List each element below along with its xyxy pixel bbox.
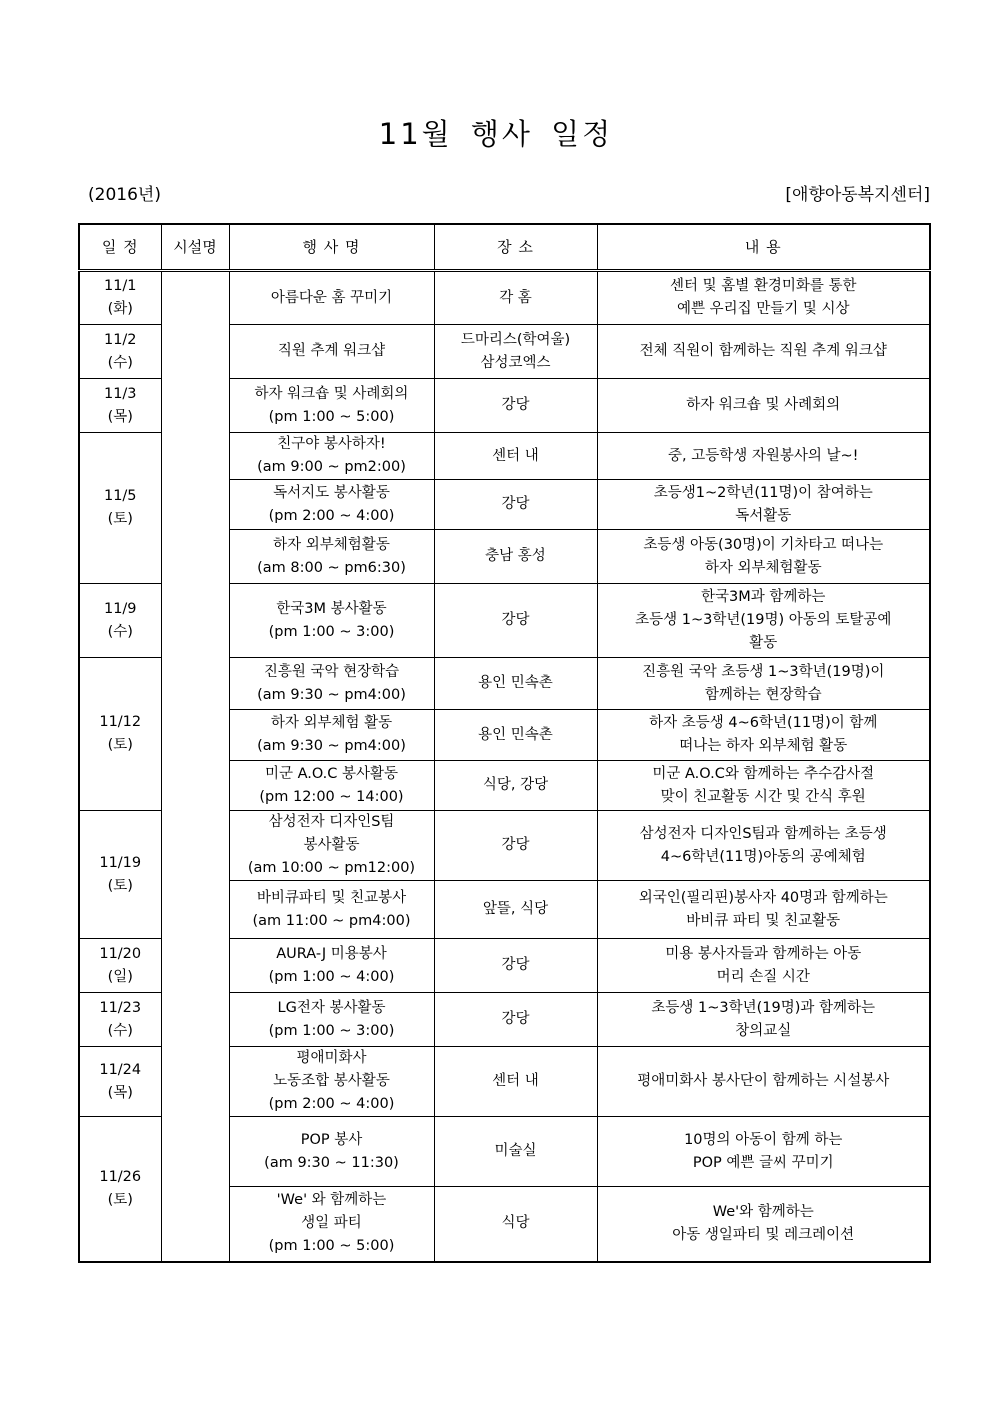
description-cell xyxy=(597,811,930,881)
event-name-line: (am 9:30 ~ 11:30) xyxy=(264,1154,399,1171)
description-line: 하자 워크숍 및 사례회의 xyxy=(686,397,841,413)
description-cell xyxy=(597,761,930,811)
place-line: 강당 xyxy=(501,957,530,973)
event-name-line: (am 9:30 ~ pm4:00) xyxy=(257,738,406,754)
description-line: 창의교실 xyxy=(735,1022,792,1039)
description-line: 초등생 1~3학년(19명) 아동의 토탈공예 xyxy=(635,612,892,628)
description-cell xyxy=(597,939,930,993)
place-line: 용인 민속촌 xyxy=(478,675,553,691)
description-line: 아동 생일파티 및 레크레이션 xyxy=(672,1226,855,1243)
description-cell xyxy=(597,325,930,379)
place-cell xyxy=(434,271,597,325)
page-title: 11월 행사 일정 xyxy=(378,117,614,151)
event-name-line: 노동조합 봉사활동 xyxy=(273,1073,390,1089)
event-name-line: (pm 1:00 ~ 3:00) xyxy=(268,623,395,640)
event-name-line: (pm 1:00 ~ 4:00) xyxy=(268,968,395,985)
event-name-cell xyxy=(229,881,434,939)
header-event-name: 행 사 명 xyxy=(229,224,434,271)
event-name-line: (pm 1:00 ~ 5:00) xyxy=(268,1238,395,1255)
description-line: We'와 함께하는 xyxy=(712,1203,814,1220)
description-line: 예쁜 우리집 만들기 및 시상 xyxy=(676,301,850,317)
place-line: 강당 xyxy=(501,397,530,413)
date-line: 11/9 xyxy=(103,600,137,617)
place-cell xyxy=(434,1117,597,1187)
event-name-line: 하자 외부체험활동 xyxy=(273,536,390,553)
description-line: 떠나는 하자 외부체험 활동 xyxy=(679,738,848,754)
date-line: (토) xyxy=(107,511,133,527)
date-line: (목) xyxy=(107,408,133,425)
date-cell xyxy=(79,379,161,433)
description-cell xyxy=(597,530,930,584)
description-line: 진흥원 국악 초등생 1~3학년(19명)이 xyxy=(642,663,885,680)
date-cell xyxy=(79,584,161,658)
event-name-line: 삼성전자 디자인S팀 xyxy=(268,814,395,830)
event-name-line: 하자 외부체험 활동 xyxy=(270,715,393,731)
place-cell xyxy=(434,761,597,811)
event-name-line: 친구야 봉사하자! xyxy=(277,436,386,452)
place-cell xyxy=(434,379,597,433)
description-cell xyxy=(597,379,930,433)
date-line: (수) xyxy=(107,623,133,640)
description-cell xyxy=(597,1187,930,1262)
event-name-line: (pm 1:00 ~ 5:00) xyxy=(268,408,395,425)
description-cell xyxy=(597,658,930,710)
date-cell xyxy=(79,993,161,1047)
place-cell xyxy=(434,530,597,584)
event-name-cell xyxy=(229,480,434,530)
date-line: 11/23 xyxy=(99,999,142,1016)
description-cell xyxy=(597,1117,930,1187)
event-name-line: (pm 2:00 ~ 4:00) xyxy=(268,507,395,524)
event-name-line: POP 봉사 xyxy=(300,1131,363,1148)
place-cell xyxy=(434,433,597,480)
place-line: 강당 xyxy=(501,837,530,853)
description-line: 초등생1~2학년(11명)이 참여하는 xyxy=(653,484,873,501)
event-name-line: (am 10:00 ~ pm12:00) xyxy=(247,860,416,876)
description-cell xyxy=(597,710,930,761)
date-cell xyxy=(79,433,161,584)
description-line: 외국인(필리핀)봉사자 40명과 함께하는 xyxy=(638,889,888,906)
description-line: 한국3M과 함께하는 xyxy=(701,589,826,605)
header-description: 내 용 xyxy=(597,224,930,271)
date-line: 11/26 xyxy=(99,1168,142,1185)
event-name-line: LG전자 봉사활동 xyxy=(277,999,386,1016)
place-cell xyxy=(434,939,597,993)
date-line: 11/19 xyxy=(99,854,142,871)
place-line: 삼성코엑스 xyxy=(480,354,551,371)
place-line: 드마리스(학여울) xyxy=(460,331,571,348)
event-name-cell xyxy=(229,271,434,325)
event-name-line: 아름다운 홈 꾸미기 xyxy=(270,289,393,306)
year-label: (2016년) xyxy=(88,185,161,205)
place-line: 강당 xyxy=(501,1011,530,1027)
place-cell xyxy=(434,658,597,710)
event-name-line: (pm 12:00 ~ 14:00) xyxy=(259,788,404,805)
facility-cell xyxy=(161,271,229,1262)
date-line: (토) xyxy=(107,1191,133,1208)
place-cell xyxy=(434,881,597,939)
place-line: 강당 xyxy=(501,496,530,512)
event-name-cell xyxy=(229,325,434,379)
description-cell xyxy=(597,993,930,1047)
event-name-cell xyxy=(229,811,434,881)
description-cell xyxy=(597,433,930,480)
description-line: 머리 손질 시간 xyxy=(716,968,810,985)
date-line: 11/3 xyxy=(103,385,137,402)
description-line: 활동 xyxy=(749,635,778,651)
event-name-cell xyxy=(229,993,434,1047)
event-row xyxy=(79,271,930,325)
place-line: 용인 민속촌 xyxy=(478,726,553,743)
description-line: 중, 고등학생 자원봉사의 날~! xyxy=(668,447,859,464)
event-name-cell xyxy=(229,584,434,658)
date-line: (목) xyxy=(107,1084,133,1101)
date-line: (토) xyxy=(107,737,133,753)
description-line: 하자 초등생 4~6학년(11명)이 함께 xyxy=(649,715,878,731)
description-line: 바비큐 파티 및 친교활동 xyxy=(686,912,841,929)
event-name-line: 평애미화사 xyxy=(296,1050,367,1066)
description-line: 전체 직원이 함께하는 직원 추계 워크샵 xyxy=(639,343,887,359)
place-cell xyxy=(434,1047,597,1117)
schedule-body xyxy=(79,271,930,1262)
schedule-table xyxy=(78,223,931,1263)
date-line: 11/1 xyxy=(103,278,137,294)
event-name-line: (pm 2:00 ~ 4:00) xyxy=(268,1096,395,1112)
description-cell xyxy=(597,1047,930,1117)
place-cell xyxy=(434,710,597,761)
place-cell xyxy=(434,993,597,1047)
place-cell xyxy=(434,584,597,658)
event-name-cell xyxy=(229,379,434,433)
description-line: 10명의 아동이 함께 하는 xyxy=(684,1131,843,1148)
description-line: 미용 봉사자들과 함께하는 아동 xyxy=(665,945,862,962)
place-line: 식당 xyxy=(501,1215,530,1232)
place-cell xyxy=(434,1187,597,1262)
header-place: 장 소 xyxy=(434,224,597,271)
event-name-line: 하자 워크숍 및 사례회의 xyxy=(254,385,409,402)
header-row xyxy=(79,224,930,271)
event-name-line: (am 8:00 ~ pm6:30) xyxy=(257,559,406,576)
event-name-cell xyxy=(229,530,434,584)
event-name-cell xyxy=(229,1187,434,1262)
description-cell xyxy=(597,584,930,658)
date-cell xyxy=(79,811,161,939)
date-line: 11/20 xyxy=(99,945,142,962)
place-line: 미술실 xyxy=(494,1143,537,1159)
event-name-line: (am 11:00 ~ pm4:00) xyxy=(252,912,411,929)
event-name-line: 직원 추계 워크샵 xyxy=(277,343,386,359)
description-cell xyxy=(597,881,930,939)
date-line: (수) xyxy=(107,1022,133,1039)
event-name-cell xyxy=(229,1117,434,1187)
description-line: 삼성전자 디자인S팀과 함께하는 초등생 xyxy=(639,825,887,842)
description-line: 하자 외부체험활동 xyxy=(704,559,822,576)
event-name-line: (pm 1:00 ~ 3:00) xyxy=(268,1022,395,1039)
event-name-line: AURA-J 미용봉사 xyxy=(276,945,387,962)
description-line: 미군 A.O.C와 함께하는 추수감사절 xyxy=(652,765,875,782)
place-line: 충남 홍성 xyxy=(485,548,546,564)
event-name-cell xyxy=(229,710,434,761)
event-name-cell xyxy=(229,1047,434,1117)
event-name-cell xyxy=(229,939,434,993)
date-cell xyxy=(79,271,161,325)
date-cell xyxy=(79,1117,161,1262)
description-line: POP 예쁜 글씨 꾸미기 xyxy=(692,1154,834,1171)
date-line: (수) xyxy=(107,354,133,371)
date-cell xyxy=(79,1047,161,1117)
event-name-line: (am 9:00 ~ pm2:00) xyxy=(257,459,406,475)
date-line: (토) xyxy=(107,877,133,894)
place-cell xyxy=(434,480,597,530)
date-line: (화) xyxy=(107,301,133,317)
description-line: 4~6학년(11명)아동의 공예체험 xyxy=(660,848,866,865)
description-line: 함께하는 현장학습 xyxy=(704,686,822,703)
description-line: 초등생 1~3학년(19명)과 함께하는 xyxy=(651,999,876,1016)
date-line: 11/2 xyxy=(103,331,137,348)
event-name-line: 봉사활동 xyxy=(303,837,360,853)
event-name-cell xyxy=(229,761,434,811)
event-name-cell xyxy=(229,433,434,480)
description-cell xyxy=(597,271,930,325)
place-line: 센터 내 xyxy=(492,1073,539,1089)
date-cell xyxy=(79,658,161,811)
event-name-line: 한국3M 봉사활동 xyxy=(276,600,387,617)
date-line: (일) xyxy=(107,968,133,985)
place-cell xyxy=(434,325,597,379)
date-line: 11/24 xyxy=(99,1061,142,1078)
description-line: 초등생 아동(30명)이 기차타고 떠나는 xyxy=(643,536,884,553)
date-cell xyxy=(79,939,161,993)
place-line: 각 홈 xyxy=(499,289,532,306)
event-name-cell xyxy=(229,658,434,710)
event-name-line: 미군 A.O.C 봉사활동 xyxy=(264,765,399,782)
description-cell xyxy=(597,480,930,530)
description-line: 독서활동 xyxy=(735,507,792,524)
event-name-line: (am 9:30 ~ pm4:00) xyxy=(257,686,406,703)
header-date: 일 정 xyxy=(79,224,161,271)
date-line: 11/12 xyxy=(99,714,142,730)
place-line: 식당, 강당 xyxy=(482,777,549,793)
event-name-line: 진흥원 국악 현장학습 xyxy=(263,663,400,680)
place-line: 센터 내 xyxy=(492,447,539,464)
description-line: 맞이 친교활동 시간 및 간식 후원 xyxy=(660,788,866,805)
center-name: [애향아동복지센터] xyxy=(785,185,930,205)
event-name-line: 'We' 와 함께하는 xyxy=(276,1192,387,1209)
date-cell xyxy=(79,325,161,379)
place-line: 강당 xyxy=(501,612,530,628)
description-line: 센터 및 홈별 환경미화를 통한 xyxy=(669,278,857,294)
event-name-line: 바비큐파티 및 친교봉사 xyxy=(256,889,407,906)
event-name-line: 독서지도 봉사활동 xyxy=(273,484,390,501)
place-cell xyxy=(434,811,597,881)
header-facility: 시설명 xyxy=(161,224,229,271)
event-name-line: 생일 파티 xyxy=(301,1215,362,1232)
date-line: 11/5 xyxy=(103,488,137,504)
place-line: 앞뜰, 식당 xyxy=(482,901,549,917)
description-line: 평애미화사 봉사단이 함께하는 시설봉사 xyxy=(637,1073,890,1089)
